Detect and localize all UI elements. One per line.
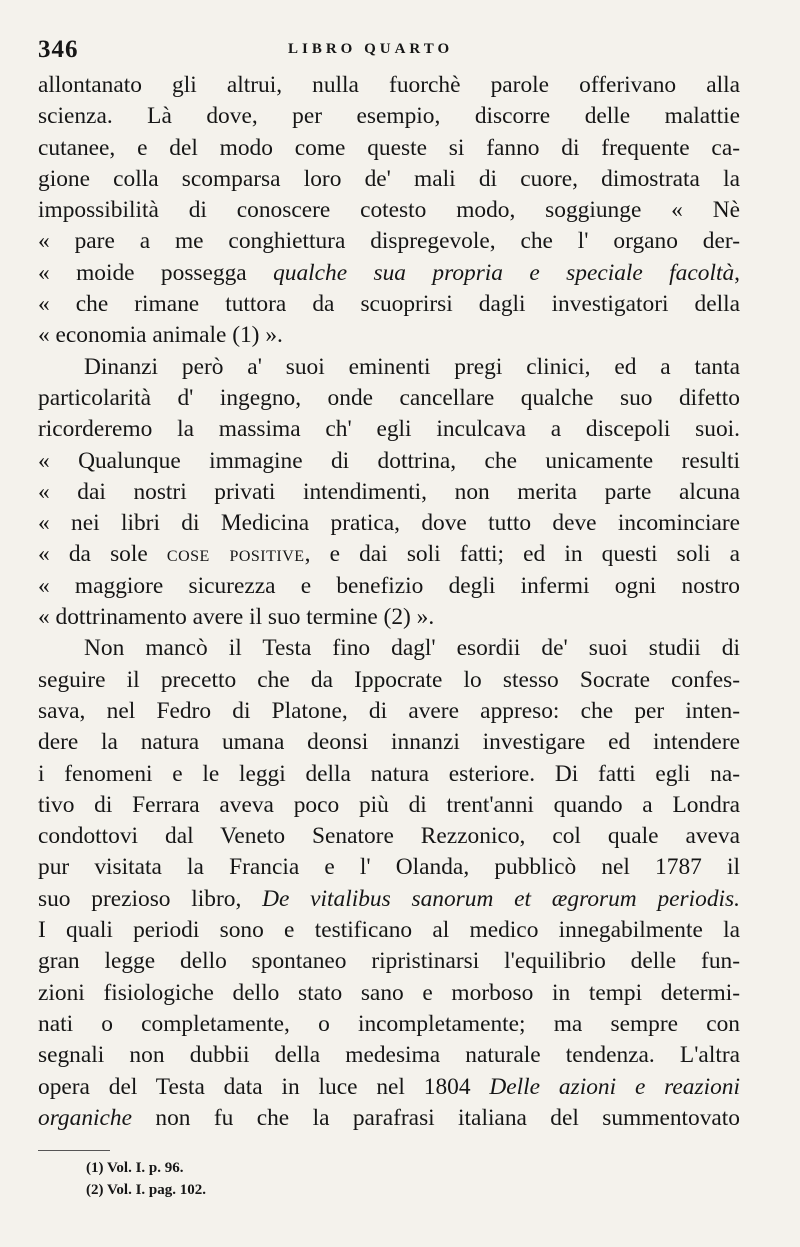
text-run: « dai nostri privati intendimenti, non merita parte alcuna (38, 478, 740, 505)
italic-text: qualche sua propria e speciale facoltà (273, 259, 735, 286)
italic-text: De vitalibus sanorum et ægrorum periodis. (262, 885, 740, 912)
text-line (38, 790, 740, 821)
text-line (38, 602, 740, 633)
footnote-divider (38, 1150, 110, 1151)
text-line (38, 1072, 740, 1103)
text-line (38, 978, 740, 1009)
text-run: gione colla scomparsa loro de' mali di cuore, dimostrata la (38, 165, 740, 192)
text-run: particolarità d' ingegno, onde cancellare qualche suo difetto (38, 384, 740, 411)
text-line (38, 852, 740, 883)
text-line (38, 101, 740, 132)
text-line (38, 571, 740, 602)
text-run: I quali periodi sono e testificano al medico innegabilmente la (38, 917, 740, 944)
text-run: scienza. Là dove, per esempio, discorre delle malattie (38, 103, 740, 130)
page-number: 346 (38, 36, 79, 63)
text-run: condottovi dal Veneto Senatore Rezzonico, col quale aveva (38, 823, 740, 850)
text-line (38, 539, 740, 570)
text-run: « maggiore sicurezza e benefizio degli infermi ogni nostro (38, 572, 740, 599)
text-line (38, 759, 740, 790)
text-line (38, 414, 740, 445)
text-run: Non mancò il Testa fino dagl' esordii de' suoi studii di (84, 635, 740, 662)
text-run: i fenomeni e le leggi della natura esteriore. Di fatti egli na- (38, 760, 740, 787)
small-caps-text: cose positive (166, 541, 305, 568)
text-line (38, 383, 740, 414)
text-run: « dottrinamento avere il suo termine (2) ». (38, 604, 435, 631)
text-line (38, 164, 740, 195)
text-run: « che rimane tuttora da scuoprirsi dagli investigatori della (38, 291, 740, 318)
text-line (38, 946, 740, 977)
paragraph (38, 633, 740, 1134)
text-line (38, 884, 740, 915)
text-run: gran legge dello spontaneo ripristinarsi l'equilibrio delle fun- (38, 948, 740, 975)
text-run: « economia animale (1) ». (38, 322, 283, 349)
body-text (38, 70, 740, 1134)
text-run: opera del Testa data in luce nel 1804 (38, 1073, 490, 1100)
text-run: , (734, 259, 740, 286)
text-run: sava, nel Fedro di Platone, di avere appreso: che per inten- (38, 697, 740, 724)
text-line (38, 727, 740, 758)
text-line (38, 133, 740, 164)
text-run: , e dai soli fatti; ed in questi soli a (304, 541, 741, 568)
text-line (38, 665, 740, 696)
text-line (38, 633, 740, 664)
text-line (38, 821, 740, 852)
running-head: LIBRO QUARTO (288, 41, 454, 57)
text-run: Dinanzi però a' suoi eminenti pregi clinici, ed a tanta (84, 353, 740, 380)
text-line (38, 696, 740, 727)
text-line (38, 352, 740, 383)
text-line (38, 915, 740, 946)
text-run: non fu che la parafrasi italiana del summentovato (131, 1104, 740, 1131)
text-run: « da sole (38, 541, 167, 568)
text-run: cutanee, e del modo come queste si fanno di frequente ca- (38, 134, 740, 161)
text-run: dere la natura umana deonsi innanzi investigare ed intendere (38, 729, 740, 756)
text-line (38, 446, 740, 477)
italic-text: Delle azioni e reazioni (489, 1073, 740, 1100)
text-line (38, 508, 740, 539)
text-line (38, 70, 740, 101)
text-run: suo prezioso libro, (38, 885, 263, 912)
book-page (38, 30, 740, 1230)
text-run: ricorderemo la massima ch' egli inculcava a discepoli suoi. (38, 416, 740, 443)
footnote: (2) Vol. I. pag. 102. (86, 1182, 207, 1199)
text-line (38, 1040, 740, 1071)
text-line (38, 289, 740, 320)
footnotes (38, 1157, 740, 1201)
text-line (38, 1103, 740, 1134)
text-run: « pare a me conghiettura dispregevole, che l' organo der- (38, 228, 740, 255)
text-line (38, 226, 740, 257)
text-run: « nei libri di Medicina pratica, dove tutto deve incominciare (38, 510, 740, 537)
text-line (38, 195, 740, 226)
footnote: (1) Vol. I. p. 96. (86, 1160, 184, 1177)
text-run: impossibilità di conoscere cotesto modo, soggiunge « Nè (38, 197, 740, 224)
text-line (38, 477, 740, 508)
text-run: seguire il precetto che da Ippocrate lo stesso Socrate confes- (38, 666, 740, 693)
text-run: zioni fisiologiche dello stato sano e morboso in tempi determi- (38, 979, 740, 1006)
text-run: pur visitata la Francia e l' Olanda, pubblicò nel 1787 il (38, 854, 740, 881)
paragraph (38, 352, 740, 634)
paragraph (38, 70, 740, 352)
text-run: nati o completamente, o incompletamente; ma sempre con (38, 1010, 740, 1037)
text-run: tivo di Ferrara aveva poco più di trent'anni quando a Londra (38, 791, 740, 818)
page-header (38, 30, 740, 70)
text-run: « Qualunque immagine di dottrina, che unicamente resulti (38, 447, 740, 474)
text-run: « moide possegga (38, 259, 274, 286)
text-run: allontanato gli altrui, nulla fuorchè parole offerivano alla (38, 72, 740, 98)
text-line (38, 1009, 740, 1040)
text-line (38, 258, 740, 289)
text-line (38, 320, 740, 351)
italic-text: organiche (38, 1104, 132, 1131)
text-run: segnali non dubbii della medesima naturale tendenza. L'altra (38, 1042, 740, 1069)
